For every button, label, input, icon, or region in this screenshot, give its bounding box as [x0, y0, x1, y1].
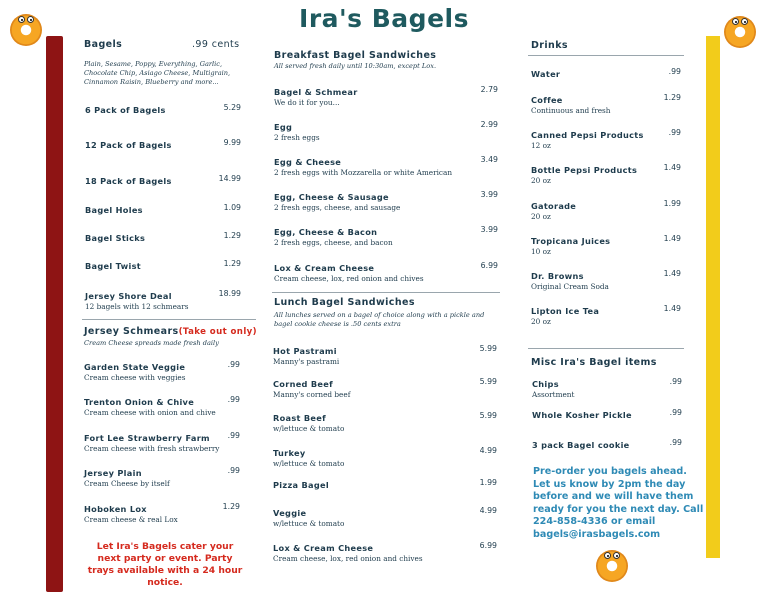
menu-item-name: 3 pack Bagel cookie: [532, 440, 630, 450]
schmears-intro: Cream Cheese spreads made fresh daily: [84, 339, 219, 347]
misc-heading: Misc Ira's Bagel items: [531, 357, 657, 368]
lunch-heading: Lunch Bagel Sandwiches: [274, 297, 415, 308]
menu-item: [531, 201, 576, 221]
menu-item-price: 3.49: [480, 155, 498, 164]
menu-item-description: 2 fresh eggs, cheese, and bacon: [274, 238, 393, 247]
menu-item-name: 12 Pack of Bagels: [85, 140, 172, 150]
menu-item: [274, 157, 452, 177]
menu-item-description: 10 oz: [531, 247, 551, 256]
menu-item-price: 5.29: [223, 103, 241, 112]
schmears-heading-note: (Take out only): [178, 327, 257, 337]
menu-item-price: 1.49: [663, 269, 681, 278]
menu-item-description: 20 oz: [531, 317, 551, 326]
menu-item: [84, 362, 186, 382]
menu-item-price: .99: [669, 408, 682, 417]
menu-item-description: Cream cheese & real Lox: [84, 515, 178, 524]
menu-item-price: 1.09: [223, 203, 241, 212]
menu-item-description: Assortment: [532, 390, 575, 399]
menu-item-name: Bottle Pepsi Products: [531, 165, 638, 175]
menu-item: [531, 271, 609, 291]
menu-item-name: Jersey Plain: [84, 468, 142, 478]
menu-item-description: 12 bagels with 12 schmears: [85, 302, 189, 311]
menu-item: [85, 105, 166, 115]
menu-item-price: .99: [668, 128, 681, 137]
menu-item-name: Canned Pepsi Products: [531, 130, 644, 140]
menu-item: [531, 236, 610, 256]
menu-item-price: 5.99: [479, 344, 497, 353]
menu-item-name: Gatorade: [531, 201, 577, 211]
menu-item-price: .99: [227, 360, 240, 369]
menu-item: [532, 410, 632, 420]
menu-item-name: Coffee: [531, 95, 563, 105]
menu-item-description: Cream cheese with fresh strawberry: [84, 444, 220, 453]
menu-item-description: 2 fresh eggs: [274, 133, 320, 142]
menu-item: [84, 397, 216, 417]
menu-item: [532, 440, 630, 450]
menu-item: [531, 69, 560, 79]
schmears-heading: [84, 326, 257, 337]
menu-item-name: Pizza Bagel: [273, 480, 329, 490]
menu-item: [531, 95, 611, 115]
menu-item-price: 5.99: [479, 411, 497, 420]
menu-item: [274, 192, 400, 212]
menu-item-name: Turkey: [273, 448, 306, 458]
menu-item-price: 1.99: [479, 478, 497, 487]
menu-item-price: 6.99: [480, 261, 498, 270]
menu-item: [85, 291, 189, 311]
divider: [528, 55, 684, 56]
menu-item-description: w/lettuce & tomato: [273, 424, 345, 433]
menu-item-price: 1.49: [663, 304, 681, 313]
menu-item-price: 3.99: [480, 225, 498, 234]
menu-item: [531, 306, 599, 326]
menu-item-price: 4.99: [479, 506, 497, 515]
menu-item-name: Whole Kosher Pickle: [532, 410, 632, 420]
menu-item-price: 1.99: [663, 199, 681, 208]
menu-item-name: Bagel Holes: [85, 205, 143, 215]
menu-item-description: Manny's pastrami: [273, 357, 340, 366]
menu-item-name: Roast Beef: [273, 413, 327, 423]
divider: [82, 319, 256, 320]
menu-item: [273, 346, 339, 366]
divider: [528, 348, 684, 349]
menu-item: [85, 205, 143, 215]
menu-item-name: Egg & Cheese: [274, 157, 342, 167]
menu-item: [274, 87, 358, 107]
menu-item-name: Veggie: [273, 508, 307, 518]
bagels-heading-price: .99 cents: [192, 39, 240, 50]
menu-item-description: Cream cheese with onion and chive: [84, 408, 216, 417]
menu-item-description: 12 oz: [531, 141, 551, 150]
red-side-bar: [46, 36, 63, 592]
menu-item-name: Garden State Veggie: [84, 362, 186, 372]
bagels-heading: Bagels: [84, 39, 123, 50]
menu-item-price: .99: [227, 466, 240, 475]
bagels-intro: Plain, Sesame, Poppy, Everything, Garlic, Chocolate Chip, Asiago Cheese, Multigrain, Cinnamon Raisin, Blueberry and more...: [84, 60, 231, 86]
menu-item-price: 2.79: [480, 85, 498, 94]
menu-item-name: Egg, Cheese & Bacon: [274, 227, 378, 237]
menu-item-description: We do it for you...: [274, 98, 340, 107]
menu-item-description: w/lettuce & tomato: [273, 519, 345, 528]
menu-item-name: Lox & Cream Cheese: [274, 263, 375, 273]
breakfast-heading: Breakfast Bagel Sandwiches: [274, 50, 437, 61]
menu-item-price: 18.99: [218, 289, 241, 298]
menu-item: [84, 468, 170, 488]
menu-item-name: Trenton Onion & Chive: [84, 397, 195, 407]
menu-item-description: 2 fresh eggs with Mozzarella or white American: [274, 168, 453, 177]
menu-item-price: 6.99: [479, 541, 497, 550]
menu-item-description: Manny's corned beef: [273, 390, 351, 399]
menu-item-price: .99: [227, 395, 240, 404]
menu-item: [85, 140, 172, 150]
menu-item: [273, 543, 423, 563]
menu-item-description: w/lettuce & tomato: [273, 459, 345, 468]
menu-item-name: Egg, Cheese & Sausage: [274, 192, 389, 202]
menu-item: [274, 227, 393, 247]
menu-item: [85, 261, 141, 271]
menu-item-price: 3.99: [480, 190, 498, 199]
menu-item-name: Fort Lee Strawberry Farm: [84, 433, 210, 443]
schmears-heading-title: Jersey Schmears: [84, 326, 179, 337]
menu-item-description: Cream Cheese by itself: [84, 479, 170, 488]
menu-item-name: Egg: [274, 122, 293, 132]
menu-item: [274, 122, 320, 142]
menu-item-name: Hot Pastrami: [273, 346, 337, 356]
menu-item: [273, 448, 344, 468]
menu-item-name: Bagel & Schmear: [274, 87, 358, 97]
menu-item-price: 1.29: [223, 259, 241, 268]
page-title: Ira's Bagels: [299, 4, 469, 33]
menu-item-description: 2 fresh eggs, cheese, and sausage: [274, 203, 401, 212]
divider: [272, 292, 500, 293]
menu-item: [274, 263, 424, 283]
drinks-heading: Drinks: [531, 40, 568, 51]
menu-item: [532, 379, 574, 399]
menu-item-name: Jersey Shore Deal: [85, 291, 172, 301]
menu-item-description: Continuous and fresh: [531, 106, 611, 115]
menu-item-name: Hoboken Lox: [84, 504, 147, 514]
menu-item-name: Lipton Ice Tea: [531, 306, 600, 316]
menu-item-description: Cream cheese, lox, red onion and chives: [274, 274, 424, 283]
menu-item: [273, 379, 350, 399]
menu-item-price: 1.29: [223, 231, 241, 240]
menu-item-price: 1.29: [222, 502, 240, 511]
menu-item-description: Original Cream Soda: [531, 282, 609, 291]
menu-item-name: Tropicana Juices: [531, 236, 611, 246]
menu-item-description: Cream cheese with veggies: [84, 373, 186, 382]
menu-item-price: 14.99: [218, 174, 241, 183]
menu-item: [531, 130, 644, 150]
menu-item: [273, 413, 344, 433]
menu-item-price: 1.29: [663, 93, 681, 102]
menu-item-price: .99: [669, 377, 682, 386]
bagel-mascot-icon: [596, 550, 628, 582]
menu-item-price: 2.99: [480, 120, 498, 129]
menu-item-price: 1.49: [663, 234, 681, 243]
menu-item-price: .99: [668, 67, 681, 76]
menu-item-price: 4.99: [479, 446, 497, 455]
menu-item-price: .99: [669, 438, 682, 447]
menu-item: [84, 504, 178, 524]
menu-item-price: 9.99: [223, 138, 241, 147]
cater-notice: Let Ira's Bagels cater your next party or event. Party trays available with a 24 hour notice.: [87, 541, 243, 588]
menu-item-name: 18 Pack of Bagels: [85, 176, 172, 186]
menu-item: [273, 508, 344, 528]
menu-item-description: Cream cheese, lox, red onion and chives: [273, 554, 423, 563]
menu-item-name: 6 Pack of Bagels: [85, 105, 166, 115]
menu-item: [85, 176, 172, 186]
lunch-intro: All lunches served on a bagel of choice along with a pickle and bagel cookie cheese is .50 cents extra: [274, 311, 485, 328]
menu-item-name: Water: [531, 69, 561, 79]
menu-item: [531, 165, 637, 185]
yellow-side-bar: [706, 36, 720, 558]
menu-item: [85, 233, 145, 243]
breakfast-intro: All served fresh daily until 10:30am, except Lox.: [274, 62, 437, 70]
menu-item-price: 1.49: [663, 163, 681, 172]
menu-item-price: 5.99: [479, 377, 497, 386]
menu-item-name: Corned Beef: [273, 379, 333, 389]
menu-item-name: Lox & Cream Cheese: [273, 543, 374, 553]
menu-item: [273, 480, 329, 490]
menu-item-name: Bagel Sticks: [85, 233, 146, 243]
menu-item-name: Bagel Twist: [85, 261, 141, 271]
menu-item-name: Dr. Browns: [531, 271, 584, 281]
menu-item-description: 20 oz: [531, 176, 551, 185]
menu-item-price: .99: [227, 431, 240, 440]
preorder-notice: Pre-order you bagels ahead. Let us know by 2pm the day before and we will have them ready for you the next day. Call 224-858-4336 or email bagels@irasbagels.com: [533, 466, 704, 540]
menu-item-name: Chips: [532, 379, 559, 389]
menu-item-description: 20 oz: [531, 212, 551, 221]
